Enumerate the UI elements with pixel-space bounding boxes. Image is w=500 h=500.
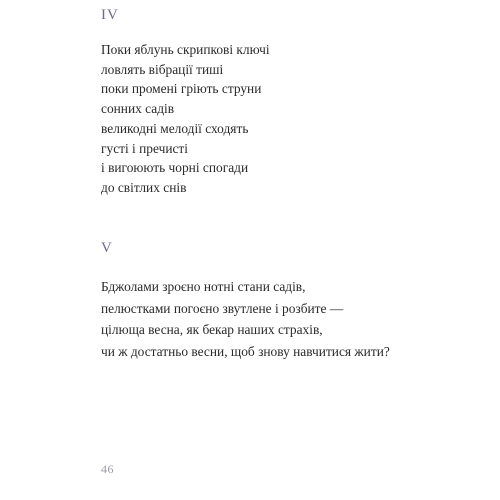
poem-line: Бджолами зроєно нотні стани садів, bbox=[101, 279, 306, 294]
poem-stanza-v bbox=[101, 276, 390, 362]
poem-stanza-iv bbox=[101, 40, 270, 198]
poem-line: чи ж достатньо весни, щоб знову навчитися жити? bbox=[101, 343, 390, 359]
poem-line: ловлять вібрації тиші bbox=[101, 61, 224, 77]
poem-line: густі і пречисті bbox=[101, 140, 189, 156]
poem-line: сонних садів bbox=[101, 101, 175, 117]
poem-line: великодні мелодії сходять bbox=[101, 120, 249, 136]
section-number-iv: IV bbox=[101, 7, 119, 23]
poem-line: до світлих снів bbox=[101, 179, 187, 195]
poem-line: і вигоюють чорні спогади bbox=[101, 160, 249, 176]
poem-line: цілюща весна, як бекар наших страхів, bbox=[101, 322, 323, 338]
poem-line: пелюстками погоєно звутлене і розбите — bbox=[101, 300, 344, 316]
page-number: 46 bbox=[101, 462, 114, 476]
section-number-v: V bbox=[101, 240, 113, 256]
poem-line: поки промені гріють струни bbox=[101, 81, 262, 97]
poem-line: Поки яблунь скрипкові ключі bbox=[101, 42, 270, 57]
